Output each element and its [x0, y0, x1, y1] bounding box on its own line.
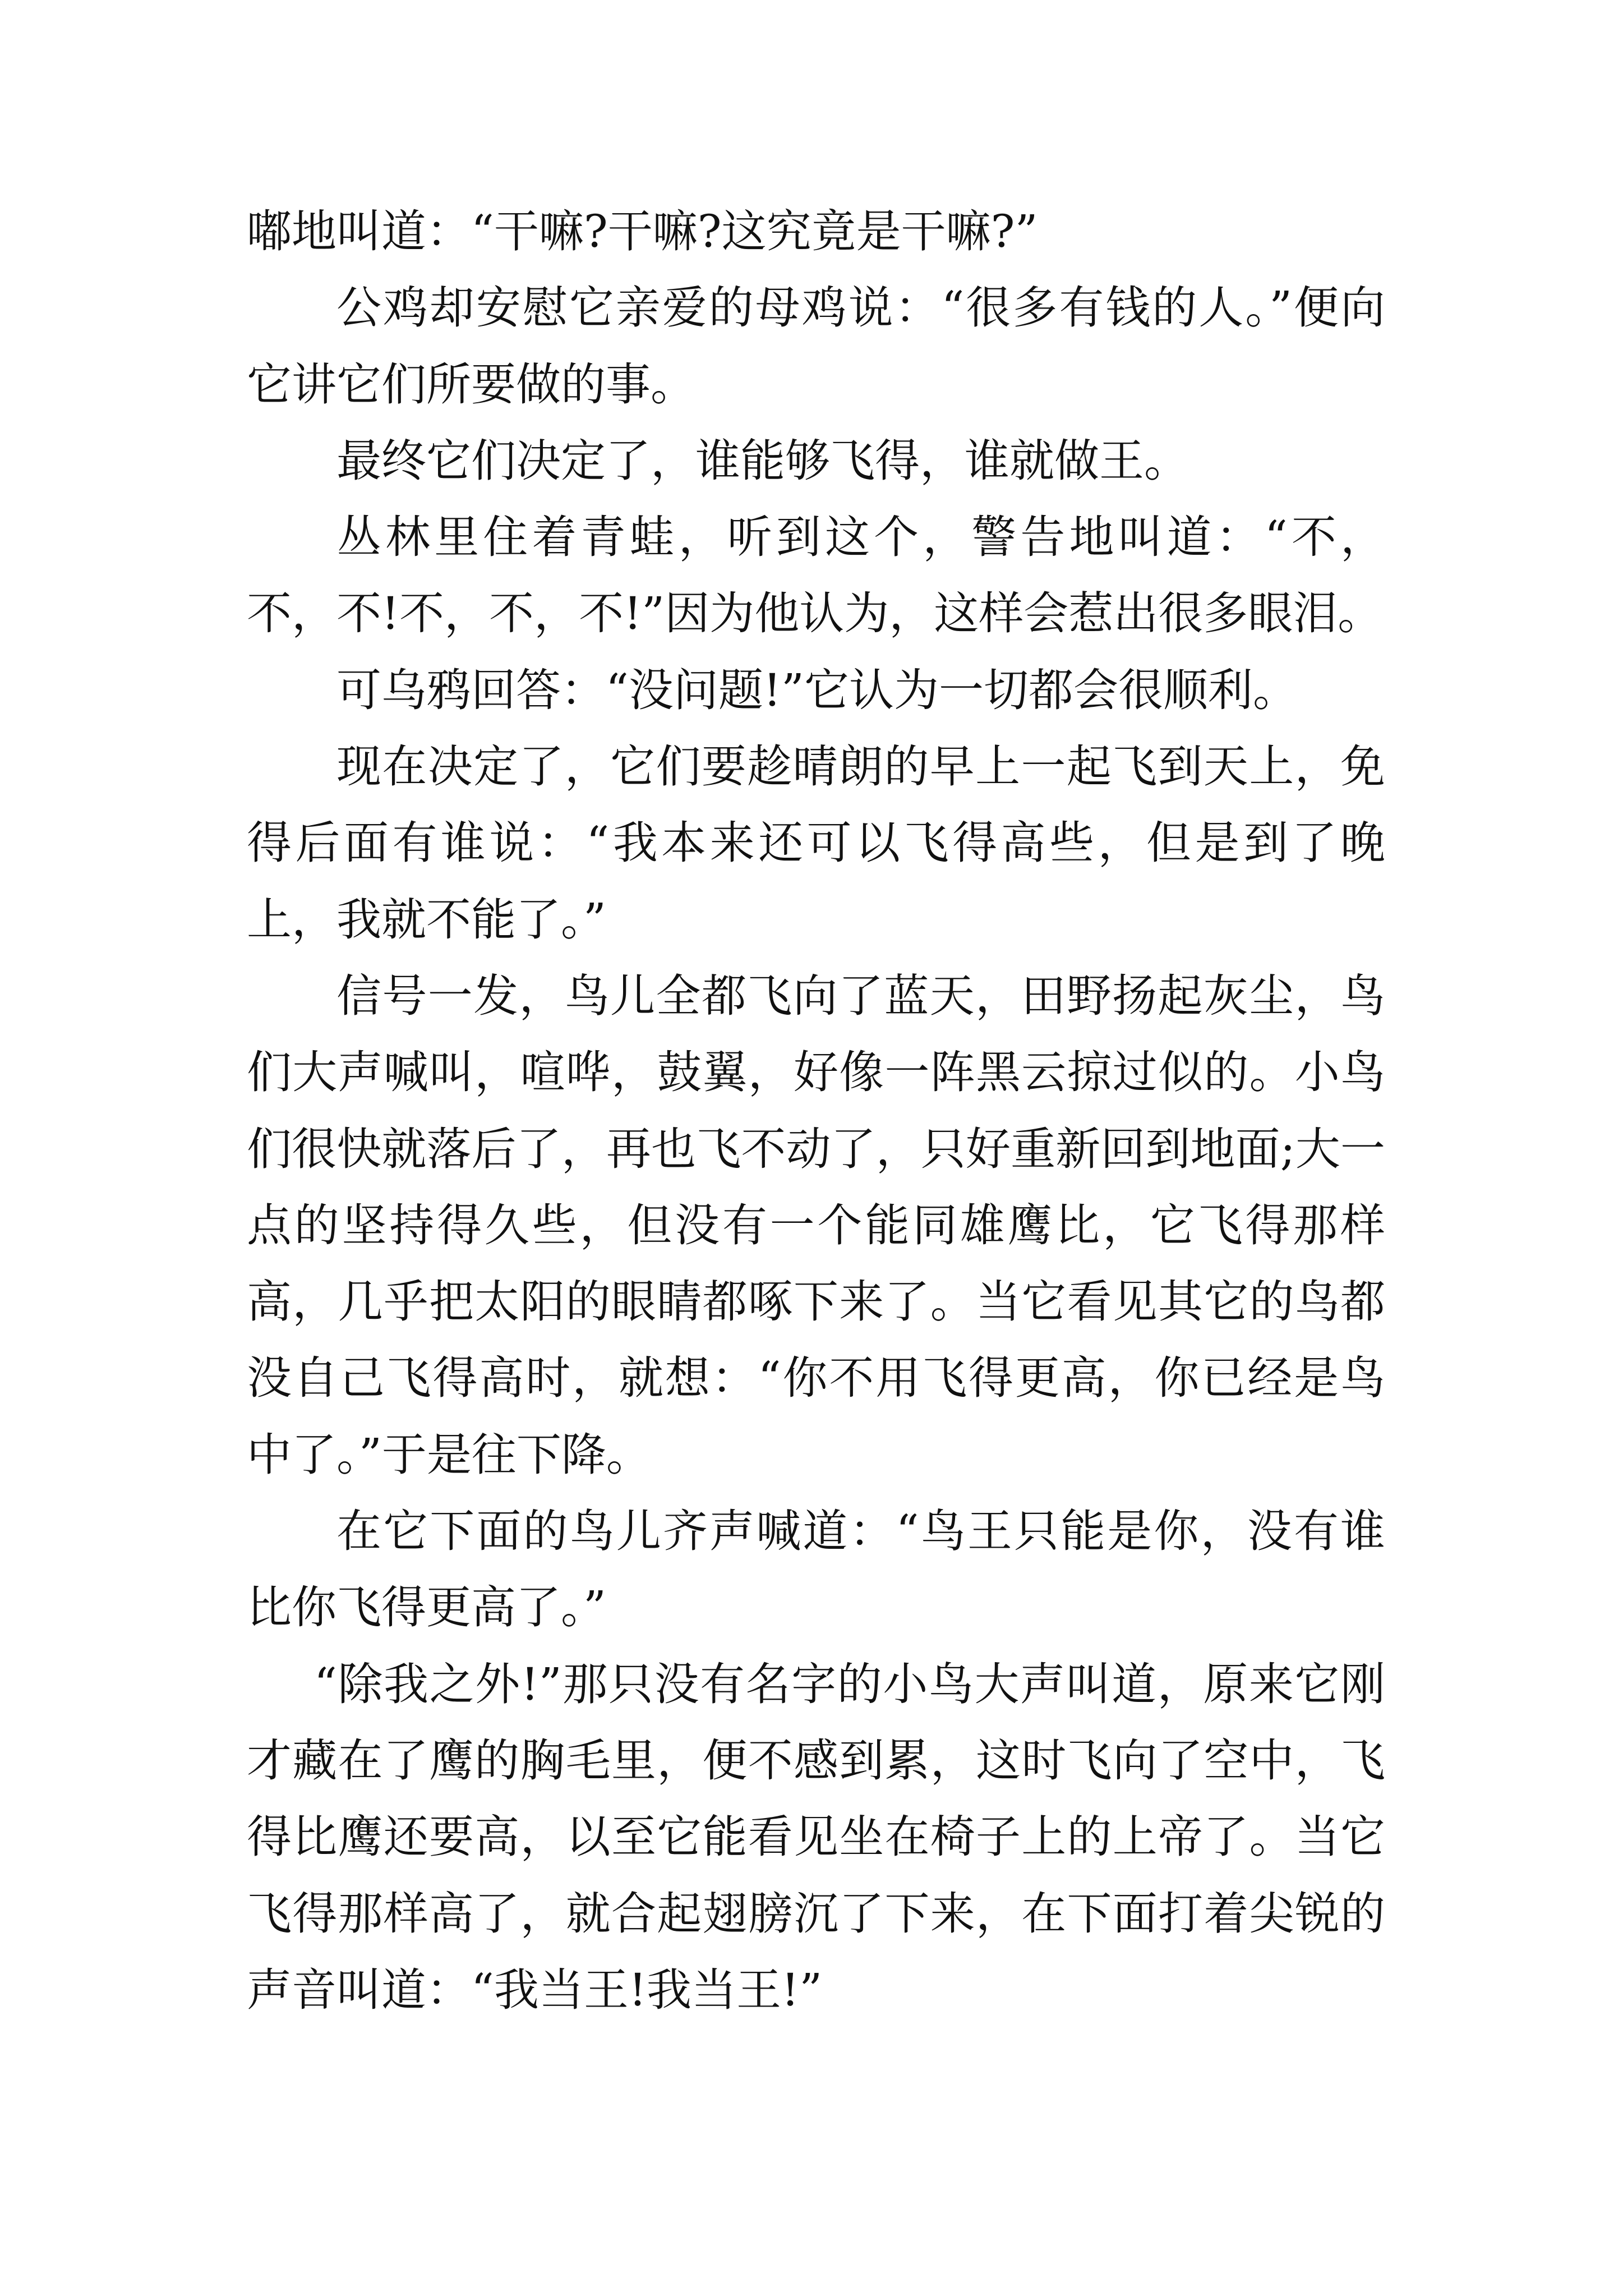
paragraph-3: 最终它们决定了，谁能够飞得，谁就做王。 — [336, 434, 1189, 487]
paragraph-5: 可乌鸦回答：“没问题!”它认为一切都会很顺利。 — [336, 664, 1298, 716]
paragraph-8: 在它下面的鸟儿齐声喊道：“鸟王只能是你，没有谁比你飞得更高了。” — [247, 1505, 1385, 1634]
paragraph-2: 公鸡却安慰它亲爱的母鸡说：“很多有钱的人。”便向它讲它们所要做的事。 — [247, 282, 1385, 411]
paragraph-9: “除我之外!”那只没有名字的小鸟大声叫道，原来它刚才藏在了鹰的胸毛里，便不感到累，这时飞向了空中，飞得比鹰还要高，以至它能看见坐在椅子上的上帝了。当它飞得那样高了，就合起翅膀沉了下来，在下面打着尖锐的声音叫道：“我当王!我当王!” — [247, 1658, 1385, 2016]
paragraph-4: 丛林里住着青蛙，听到这个，警告地叫道：“不，不，不!不，不，不!”因为他认为，这样会惹出很多眼泪。 — [247, 511, 1385, 640]
paragraph-7: 信号一发，鸟儿全都飞向了蓝天，田野扬起灰尘，鸟们大声喊叫，喧哗，鼓翼，好像一阵黑云掠过似的。小鸟们很快就落后了，再也飞不动了，只好重新回到地面;大一点的坚持得久些，但没有一个能同雄鹰比，它飞得那样高，几乎把太阳的眼睛都啄下来了。当它看见其它的鸟都没自己飞得高时，就想：“你不用飞得更高，你已经是鸟中了。”于是往下降。 — [247, 969, 1385, 1481]
paragraph-1: 嘟地叫道：“干嘛?干嘛?这究竟是干嘛?” — [247, 205, 1038, 257]
paragraph-6: 现在决定了，它们要趁晴朗的早上一起飞到天上，免得后面有谁说：“我本来还可以飞得高些，但是到了晚上，我就不能了。” — [247, 740, 1385, 946]
document-page — [247, 194, 1385, 2028]
